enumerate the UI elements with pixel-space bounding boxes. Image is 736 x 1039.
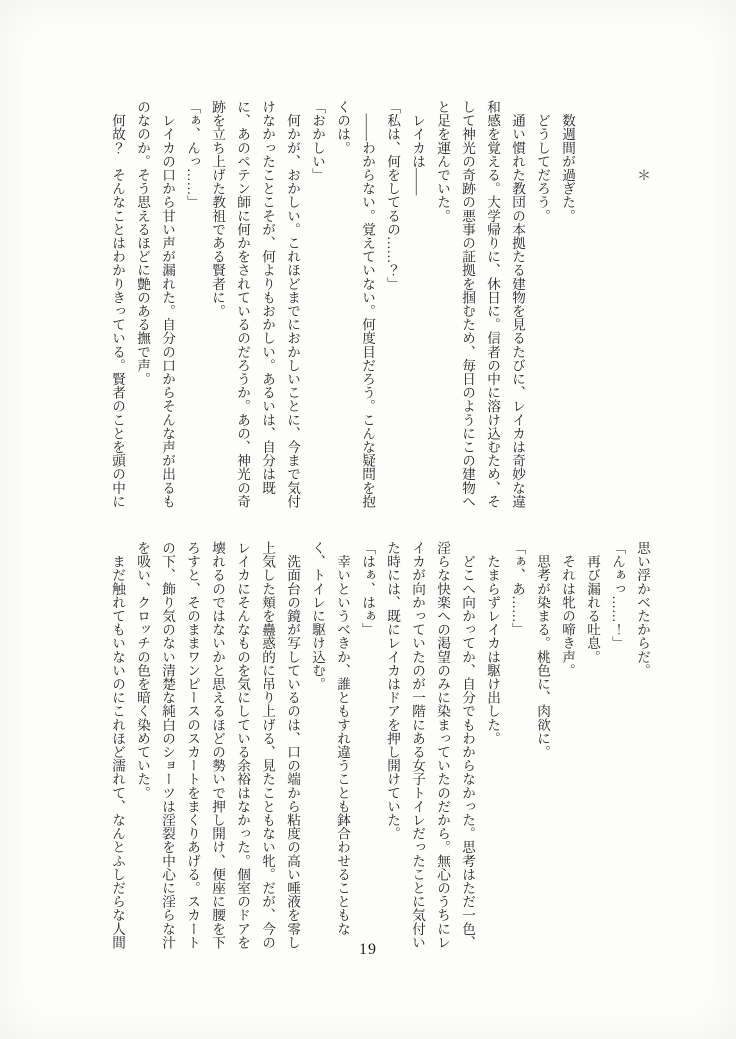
text-line: 「はぁ、はぁ」 [360,541,375,637]
text-line: 思考が染まる。桃色に、肉欲に。 [535,541,550,759]
text-line: イカが向かっていたのが一階にある女子トイレだったことに気付い [410,541,425,949]
text-line: く、トイレに駆け込む。 [310,541,325,691]
text-line: 通い慣れた教団の本拠たる建物を見るたびに、レイカは奇妙な違 [510,100,525,508]
text-line: 跡を立ち上げた教祖である賢者に。 [210,100,225,318]
text-line: 再び漏れる吐息。 [585,541,600,664]
text-line: けなかったことこそが、何よりもおかしい。あるいは、自分は既 [260,100,275,495]
text-line: の下、飾り気のない清楚な純白のショーツは淫裂を中心に淫らな汁 [160,541,175,949]
text-line [580,100,605,518]
text-line: と足を運んでいた。 [435,100,450,223]
text-line: たまらずレイカは駆け出した。 [485,541,500,745]
text-line: 幸いというべきか、誰ともすれ違うことも鉢合わせることもな [335,541,350,936]
text-line: どこへ向かってか、自分でもわからなかった。思考はただ一色、 [460,541,475,949]
text-line: 淫らな快楽への渇望のみに染まっていたのだから。無心のうちにレ [435,541,450,949]
text-line [605,100,630,518]
text-line: 「私は、何をしてるの……？」 [385,100,400,291]
text-line: を吸い、クロッチの色を暗く染めていた。 [135,541,150,800]
text-line: のなのか。そう思えるほどに艶のある撫で声。 [135,100,150,386]
bottom-text-block [105,541,655,959]
text-line: くのは。 [335,100,350,155]
text-line: まだ触れてもいないのにこれほど濡れて、なんとふしだらな人間 [110,541,125,949]
text-line: ――わからない。覚えていない。何度目だろう。こんな疑問を抱 [360,100,375,508]
text-line: して神光の奇跡の悪事の証拠を掴むため、毎日のようにこの建物へ [460,100,475,508]
page-number: 19 [359,941,377,958]
text-line: レイカの口から甘い声が漏れた。自分の口からそんな声が出るも [160,100,175,508]
text-line: 上気した頬を蠱惑的に吊り上げる、見たこともない牝。だが、今の [260,541,275,949]
top-text-block [105,100,655,518]
text-line: ろすと、そのままワンピースのスカートをまくりあげる。スカート [185,541,200,949]
text-line: 「ぁ、あ……」 [510,541,525,637]
text-line: 何かが、おかしい。これほどまでにおかしいことに、今まで気付 [285,100,300,508]
text-line: 「おかしい」 [310,100,325,182]
text-line: 数週間が過ぎた。 [560,100,575,223]
text-line: た時には、既にレイカはドアを押し開けていた。 [385,541,400,841]
text-line: 壊れるのではないかと思えるほどの勢いで押し開け、便座に腰を下 [210,541,225,949]
text-line: 思い浮かべたからだ。 [635,541,650,677]
text-line: に、あのペテン師に何かをされているのだろうか。あの、神光の奇 [235,100,250,508]
text-line: レイカは―― [410,100,425,196]
text-line: 「んぁっ……！」 [610,541,625,650]
text-line: それは牝の啼き声。 [560,541,575,677]
text-line: どうしてだろう。 [535,100,550,223]
text-line: 「ぁ、んっ……」 [185,100,200,209]
text-line: 和感を覚える。大学帰りに、休日に。信者の中に溶け込むため、そ [485,100,500,508]
text-line: 洗面台の鏡が写しているのは、口の端から粘度の高い唾液を零し [285,541,300,949]
text-line: レイカにそんなものを気にしている余裕はなかった。個室のドアを [235,541,250,949]
text-line: 何故？ そんなことはわかりきっている。賢者のことを頭の中に [110,100,125,508]
text-line: ＊ [635,100,650,182]
